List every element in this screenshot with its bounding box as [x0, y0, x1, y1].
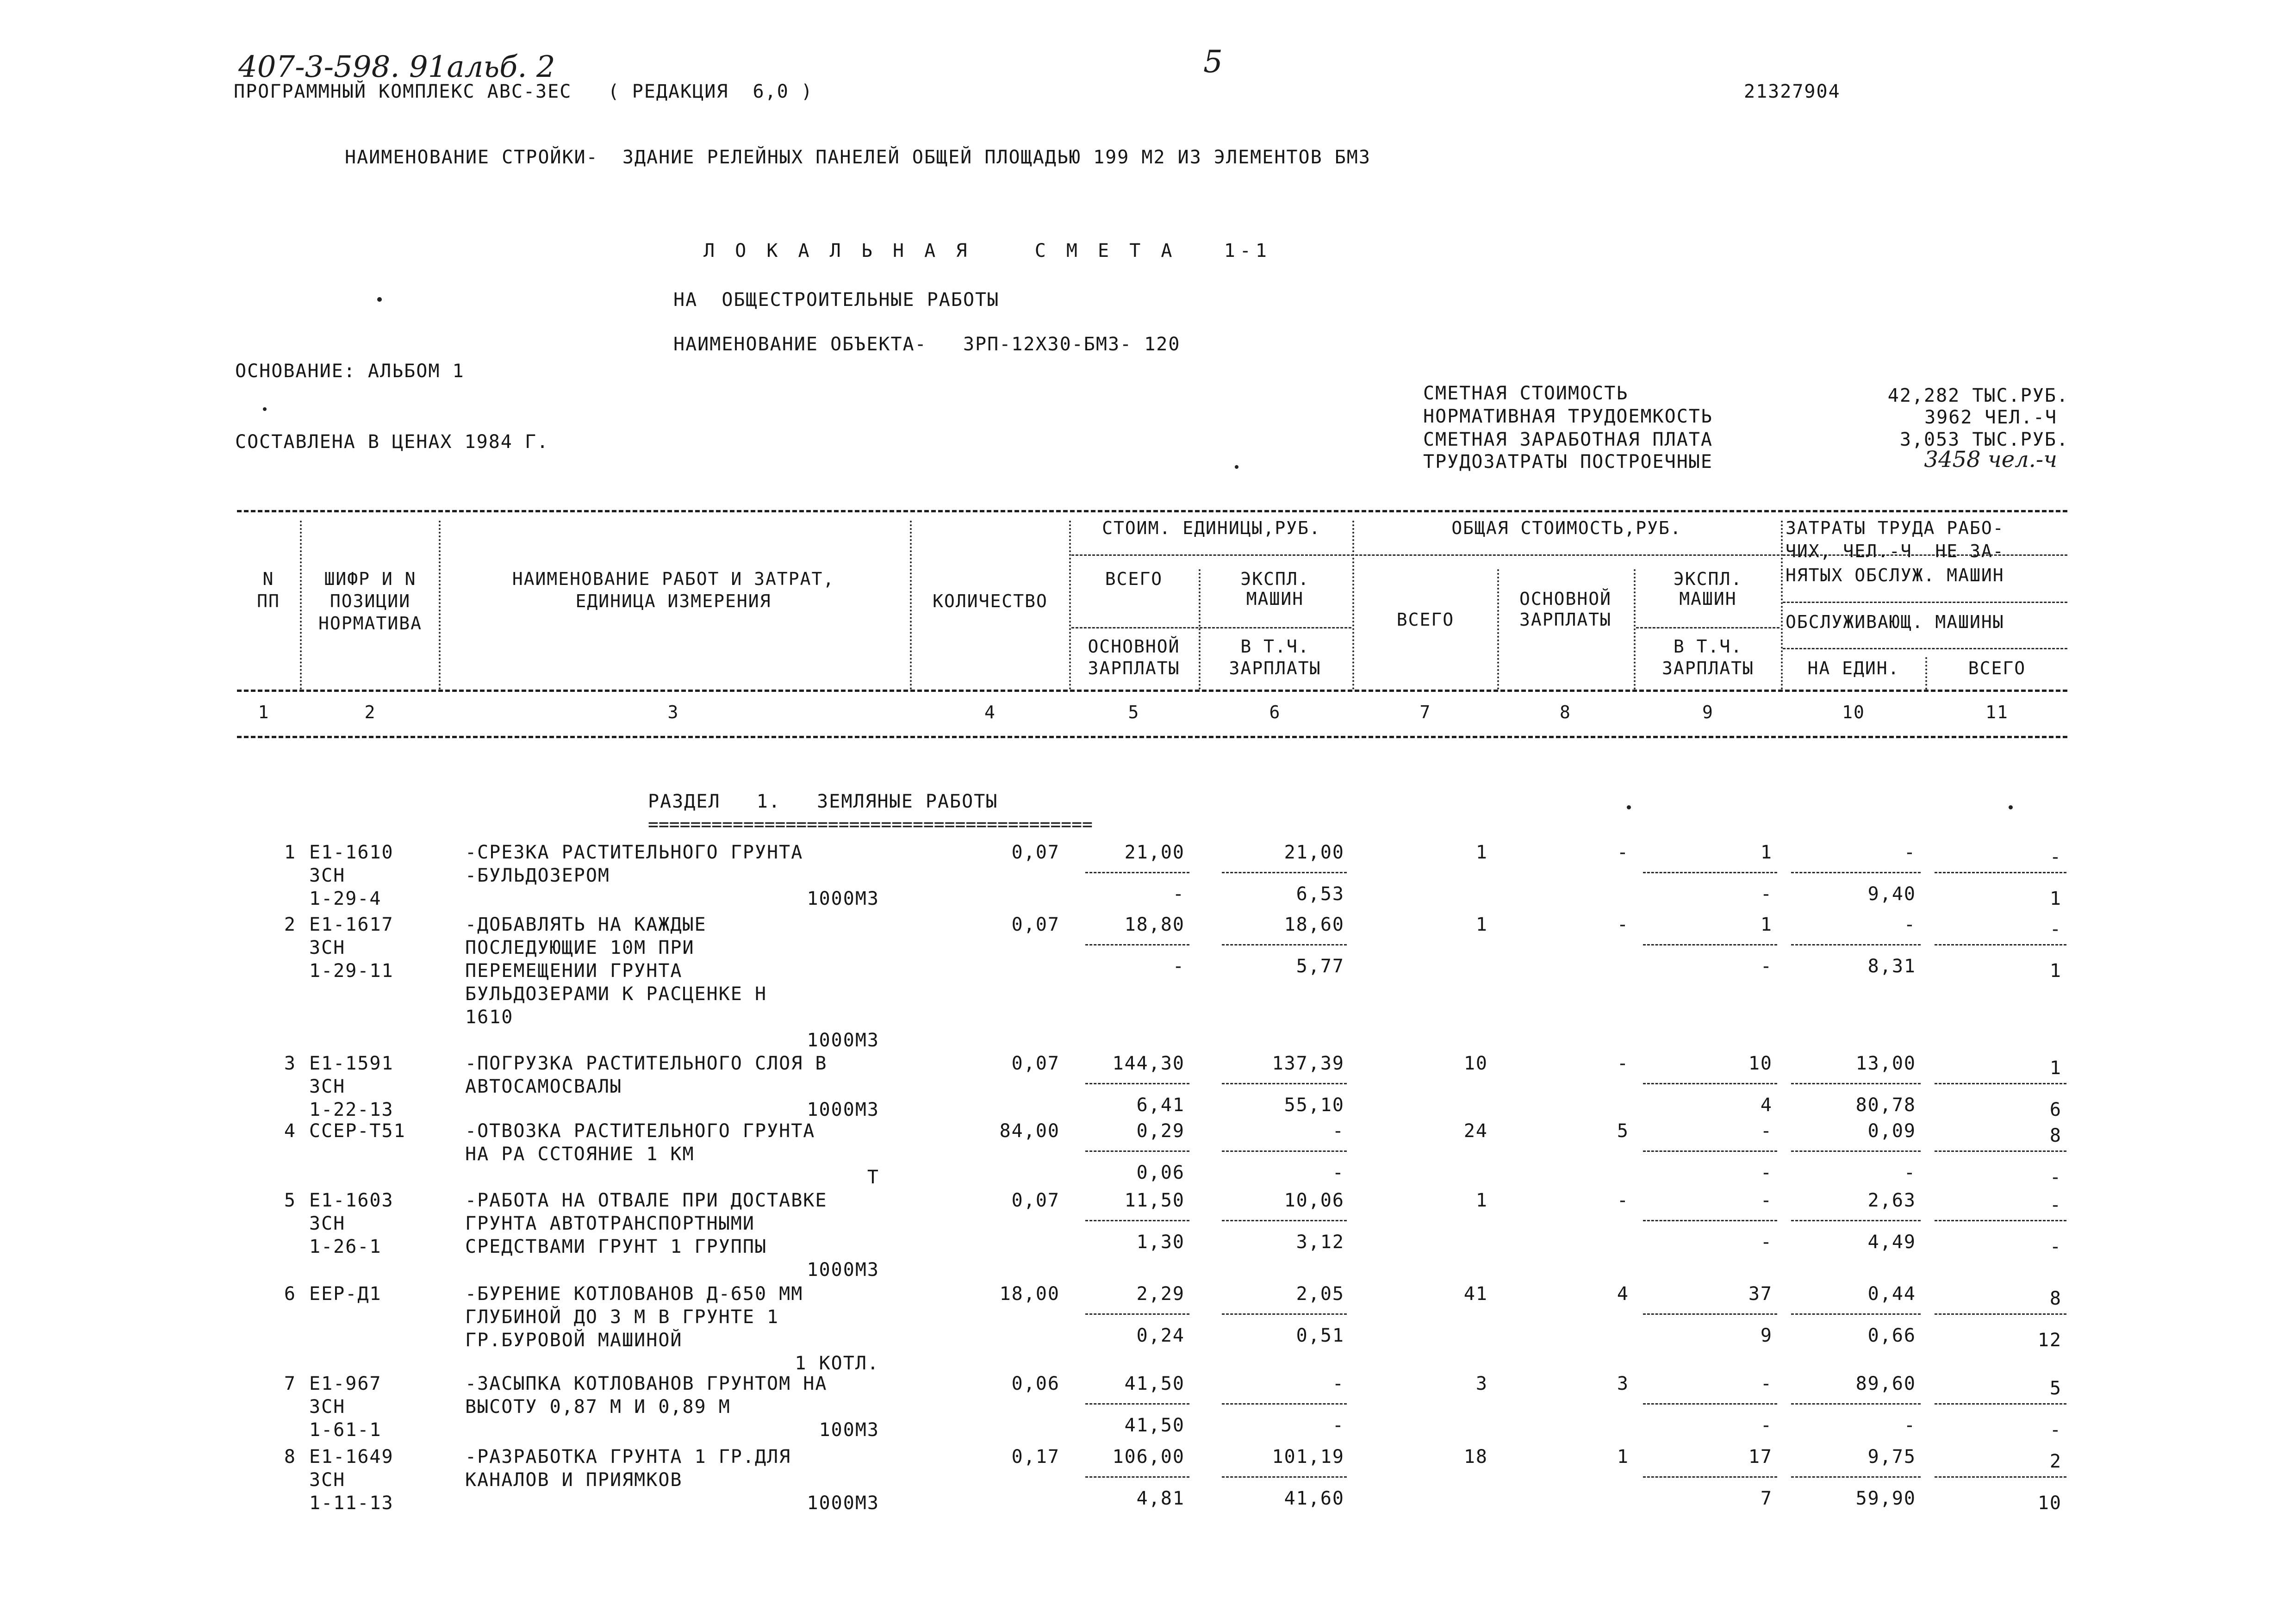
- header-labor-line2: ЧИХ, ЧЕЛ.-Ч НЕ ЗА-: [1786, 541, 2004, 561]
- row-machine-labor-per-unit: -: [1904, 1415, 1916, 1436]
- row-total-wages: -: [1617, 1053, 1629, 1074]
- summary-value: 42,282 ТЫС.РУБ.: [1887, 385, 2069, 406]
- row-labor-total: 8: [2049, 1288, 2062, 1309]
- row-labor-total: 1: [2049, 1057, 2062, 1079]
- row-total-wages: 4: [1617, 1283, 1629, 1305]
- row-unit-wages: 6,41: [1136, 1094, 1185, 1116]
- header-col5-bottom-line2: ЗАРПЛАТЫ: [1088, 658, 1180, 678]
- cell-divider-rule: [1935, 1083, 2066, 1084]
- row-total-machines: -: [1760, 1120, 1773, 1142]
- row-work-name: АВТОСАМОСВАЛЫ: [465, 1076, 622, 1097]
- row-labor-total: 2: [2049, 1451, 2062, 1472]
- summary-label: СМЕТНАЯ ЗАРАБОТНАЯ ПЛАТА: [1423, 429, 1713, 450]
- row-unit-cost-machines: 137,39: [1272, 1053, 1344, 1074]
- row-unit: 1000М3: [807, 1492, 879, 1514]
- row-number: 6: [284, 1283, 296, 1305]
- row-work-name: -ДОБАВЛЯТЬ НА КАЖДЫЕ: [465, 914, 707, 935]
- row-work-name: ПЕРЕМЕЩЕНИИ ГРУНТА: [465, 960, 683, 982]
- row-code: Е1-1617: [309, 914, 394, 935]
- row-machine-labor-total: -: [2049, 1419, 2062, 1441]
- row-total-machine-wages: -: [1760, 1415, 1773, 1436]
- row-unit-machine-wages: 55,10: [1284, 1094, 1344, 1116]
- program-line: ПРОГРАММНЫЙ КОМПЛЕКС АВС-3ЕС ( РЕДАКЦИЯ 6,0 ): [234, 81, 813, 102]
- row-code: 1-11-13: [309, 1492, 394, 1514]
- column-number: 3: [667, 702, 679, 722]
- row-total-wages: 3: [1617, 1373, 1629, 1394]
- row-unit-wages: 41,50: [1124, 1415, 1185, 1436]
- row-quantity: 0,07: [1011, 1053, 1060, 1074]
- object-name: НАИМЕНОВАНИЕ ОБЪЕКТА- ЗРП-12Х30-БМЗ- 120: [673, 334, 1181, 355]
- row-unit: 1 КОТЛ.: [795, 1353, 879, 1374]
- cell-divider-rule: [1085, 1220, 1189, 1221]
- row-quantity: 0,07: [1011, 842, 1060, 863]
- header-col5-bottom-line1: ОСНОВНОЙ: [1088, 636, 1180, 657]
- prices-line: СОСТАВЛЕНА В ЦЕНАХ 1984 Г.: [235, 431, 549, 453]
- row-machine-labor-total: -: [2049, 1167, 2062, 1188]
- row-work-name: -РАБОТА НА ОТВАЛЕ ПРИ ДОСТАВКЕ: [465, 1190, 828, 1211]
- row-code: ССЕР-Т51: [309, 1120, 406, 1142]
- cell-divider-rule: [1643, 1150, 1777, 1152]
- cell-divider-rule: [1085, 1150, 1189, 1152]
- row-total-machine-wages: 4: [1760, 1094, 1773, 1116]
- cell-divider-rule: [1935, 1403, 2066, 1405]
- row-total-machine-wages: -: [1760, 1162, 1773, 1183]
- header-col9-top-line1: ЭКСПЛ.: [1673, 569, 1743, 589]
- row-total-machine-wages: -: [1760, 1231, 1773, 1253]
- row-work-name: -ОТВОЗКА РАСТИТЕЛЬНОГО ГРУНТА: [465, 1120, 815, 1142]
- cell-divider-rule: [1791, 1083, 1921, 1084]
- row-total-wages: 1: [1617, 1446, 1629, 1468]
- column-number: 6: [1269, 702, 1281, 722]
- row-work-name: -ЗАСЫПКА КОТЛОВАНОВ ГРУНТОМ НА: [465, 1373, 828, 1394]
- row-unit-cost-machines: 10,06: [1284, 1190, 1344, 1211]
- row-unit: 1000М3: [807, 1030, 879, 1051]
- row-total-machines: 17: [1748, 1446, 1773, 1468]
- row-unit-machine-wages: 6,53: [1296, 883, 1344, 905]
- row-labor-total: -: [2049, 1194, 2062, 1216]
- row-total-machines: -: [1760, 1190, 1773, 1211]
- summary-label: ТРУДОЗАТРАТЫ ПОСТРОЕЧНЫЕ: [1423, 451, 1713, 473]
- row-quantity: 0,07: [1011, 1190, 1060, 1211]
- row-total-machine-wages: -: [1760, 956, 1773, 977]
- summary-label: НОРМАТИВНАЯ ТРУДОЕМКОСТЬ: [1423, 406, 1713, 427]
- basis-line: ОСНОВАНИЕ: АЛЬБОМ 1: [235, 361, 465, 382]
- row-number: 3: [284, 1053, 296, 1074]
- row-total-cost: 41: [1463, 1283, 1488, 1305]
- row-work-name: ПОСЛЕДУЮЩИЕ 10М ПРИ: [465, 937, 695, 958]
- column-number: 2: [364, 702, 376, 722]
- row-total-cost: 1: [1475, 1190, 1488, 1211]
- row-quantity: 0,17: [1011, 1446, 1060, 1468]
- row-code: Е1-967: [309, 1373, 382, 1394]
- row-number: 5: [284, 1190, 296, 1211]
- cell-divider-rule: [1935, 1476, 2066, 1478]
- row-code: Е1-1649: [309, 1446, 394, 1468]
- header-col4: КОЛИЧЕСТВО: [933, 591, 1048, 611]
- column-number: 7: [1419, 702, 1431, 722]
- row-unit-cost-total: 41,50: [1124, 1373, 1185, 1394]
- row-code: 1-29-11: [309, 960, 394, 982]
- row-labor-total: 8: [2049, 1125, 2062, 1146]
- row-code: Е1-1591: [309, 1053, 394, 1074]
- header-col3-line2: ЕДИНИЦА ИЗМЕРЕНИЯ: [575, 591, 772, 611]
- cell-divider-rule: [1643, 1220, 1777, 1221]
- row-unit-wages: -: [1172, 956, 1185, 977]
- cell-divider-rule: [1222, 944, 1347, 945]
- cell-divider-rule: [1643, 1476, 1777, 1478]
- row-unit-cost-machines: -: [1332, 1120, 1344, 1142]
- header-col2-line1: ШИФР И N: [324, 569, 417, 589]
- row-labor-per-unit: 0,44: [1867, 1283, 1916, 1305]
- row-total-machine-wages: 7: [1760, 1488, 1773, 1509]
- cell-divider-rule: [1222, 1313, 1347, 1315]
- construction-name: НАИМЕНОВАНИЕ СТРОЙКИ- ЗДАНИЕ РЕЛЕЙНЫХ ПАНЕЛЕЙ ОБЩЕЙ ПЛОЩАДЬЮ 199 М2 ИЗ ЭЛЕМЕНТОВ БМЗ: [345, 147, 1371, 168]
- cell-divider-rule: [1935, 1150, 2066, 1152]
- row-labor-per-unit: 9,75: [1867, 1446, 1916, 1468]
- header-unit-cost: СТОИМ. ЕДИНИЦЫ,РУБ.: [1102, 518, 1321, 538]
- row-total-cost: 24: [1463, 1120, 1488, 1142]
- summary-value: 3458 чел.-ч: [1924, 447, 2057, 473]
- cell-divider-rule: [1791, 1476, 1921, 1478]
- row-unit-cost-machines: 101,19: [1272, 1446, 1344, 1468]
- cell-divider-rule: [1791, 944, 1921, 945]
- cell-divider-rule: [1791, 1150, 1921, 1152]
- row-work-name: ГРУНТА АВТОТРАНСПОРТНЫМИ: [465, 1213, 755, 1234]
- row-quantity: 0,07: [1011, 914, 1060, 935]
- row-labor-total: 5: [2049, 1378, 2062, 1399]
- row-number: 1: [284, 842, 296, 863]
- header-labor-line1: ЗАТРАТЫ ТРУДА РАБО-: [1786, 518, 2004, 538]
- cell-divider-rule: [1791, 872, 1921, 873]
- column-number: 9: [1702, 702, 1714, 722]
- row-unit-wages: 4,81: [1136, 1488, 1185, 1509]
- row-code: 1-22-13: [309, 1099, 394, 1120]
- row-code: 1-26-1: [309, 1236, 382, 1257]
- row-labor-per-unit: 13,00: [1855, 1053, 1916, 1074]
- row-unit-cost-machines: -: [1332, 1373, 1344, 1394]
- row-unit-machine-wages: 41,60: [1284, 1488, 1344, 1509]
- row-unit-cost-machines: 2,05: [1296, 1283, 1344, 1305]
- row-unit-cost-total: 106,00: [1112, 1446, 1185, 1468]
- summary-value: 3,053 ТЫС.РУБ.: [1899, 429, 2069, 450]
- handwritten-album-code: 407-3-598. 91альб. 2: [238, 50, 555, 84]
- cell-divider-rule: [1791, 1220, 1921, 1221]
- row-work-name: -СРЕЗКА РАСТИТЕЛЬНОГО ГРУНТА: [465, 842, 803, 863]
- row-machine-labor-total: 10: [2037, 1492, 2062, 1514]
- row-machine-labor-per-unit: 8,31: [1867, 956, 1916, 977]
- cell-divider-rule: [1085, 1476, 1189, 1478]
- column-number: 1: [258, 702, 270, 722]
- row-work-name: -БУЛЬДОЗЕРОМ: [465, 865, 610, 886]
- section-title: РАЗДЕЛ 1. ЗЕМЛЯНЫЕ РАБОТЫ: [648, 791, 998, 812]
- row-total-wages: -: [1617, 842, 1629, 863]
- row-work-name: -РАЗРАБОТКА ГРУНТА 1 ГР.ДЛЯ: [465, 1446, 791, 1468]
- row-code: ЗСН: [309, 937, 346, 958]
- row-labor-total: -: [2049, 846, 2062, 868]
- cell-divider-rule: [1643, 944, 1777, 945]
- row-unit-cost-total: 11,50: [1124, 1190, 1185, 1211]
- row-machine-labor-per-unit: 59,90: [1855, 1488, 1916, 1509]
- row-unit-wages: 1,30: [1136, 1231, 1185, 1253]
- row-code: Е1-1610: [309, 842, 394, 863]
- column-number: 11: [1985, 702, 2009, 722]
- row-unit-cost-total: 144,30: [1112, 1053, 1185, 1074]
- column-number: 10: [1842, 702, 1865, 722]
- row-total-cost: 1: [1475, 914, 1488, 935]
- header-col7: ВСЕГО: [1396, 609, 1455, 630]
- cell-divider-rule: [1085, 872, 1189, 873]
- row-machine-labor-per-unit: 80,78: [1855, 1094, 1916, 1116]
- row-work-name: НА РА ССТОЯНИЕ 1 КМ: [465, 1144, 695, 1165]
- row-total-cost: 3: [1475, 1373, 1488, 1394]
- row-machine-labor-total: -: [2049, 1236, 2062, 1257]
- row-code: ЗСН: [309, 1396, 346, 1418]
- row-unit: 100М3: [819, 1419, 879, 1441]
- header-col6-bottom-line1: В Т.Ч.: [1240, 636, 1310, 657]
- row-number: 2: [284, 914, 296, 935]
- row-unit-wages: 0,06: [1136, 1162, 1185, 1183]
- row-machine-labor-per-unit: 0,66: [1867, 1325, 1916, 1346]
- row-labor-per-unit: 89,60: [1855, 1373, 1916, 1394]
- cell-divider-rule: [1222, 1220, 1347, 1221]
- row-labor-per-unit: -: [1904, 842, 1916, 863]
- cell-divider-rule: [1085, 1313, 1189, 1315]
- header-col6-top-line2: МАШИН: [1246, 589, 1304, 609]
- row-total-machines: 37: [1748, 1283, 1773, 1305]
- header-col8-line2: ЗАРПЛАТЫ: [1519, 609, 1612, 630]
- cell-divider-rule: [1935, 872, 2066, 873]
- row-total-cost: 18: [1463, 1446, 1488, 1468]
- cell-divider-rule: [1935, 944, 2066, 945]
- section-underline: ==========================================: [648, 814, 1093, 834]
- row-number: 7: [284, 1373, 296, 1394]
- row-code: ЗСН: [309, 1469, 346, 1491]
- cell-divider-rule: [1222, 1150, 1347, 1152]
- summary-value: 3962 ЧЕЛ.-Ч: [1924, 407, 2057, 428]
- header-col8-line1: ОСНОВНОЙ: [1519, 589, 1612, 609]
- row-machine-labor-total: 1: [2049, 960, 2062, 982]
- row-total-machines: 1: [1760, 842, 1773, 863]
- row-work-name: 1610: [465, 1007, 514, 1028]
- row-work-name: ГР.БУРОВОЙ МАШИНОЙ: [465, 1330, 683, 1351]
- row-unit-wages: -: [1172, 883, 1185, 905]
- row-quantity: 84,00: [999, 1120, 1060, 1142]
- row-labor-per-unit: 0,09: [1867, 1120, 1916, 1142]
- cell-divider-rule: [1643, 1083, 1777, 1084]
- row-unit-machine-wages: 0,51: [1296, 1325, 1344, 1346]
- estimate-title: Л О К А Л Ь Н А Я С М Е Т А 1-1: [703, 240, 1271, 261]
- row-total-machine-wages: 9: [1760, 1325, 1773, 1346]
- header-labor-sub: ОБСЛУЖИВАЮЩ. МАШИНЫ: [1786, 612, 2004, 632]
- header-col1-line1: N: [262, 569, 274, 589]
- handwritten-page-number: 5: [1203, 44, 1223, 80]
- row-work-name: СРЕДСТВАМИ ГРУНТ 1 ГРУППЫ: [465, 1236, 767, 1257]
- row-code: ЕЕР-Д1: [309, 1283, 382, 1305]
- header-col2-line3: НОРМАТИВА: [318, 613, 422, 634]
- header-col9-top-line2: МАШИН: [1679, 589, 1737, 609]
- document-number: 21327904: [1744, 81, 1841, 102]
- row-number: 4: [284, 1120, 296, 1142]
- row-work-name: КАНАЛОВ И ПРИЯМКОВ: [465, 1469, 683, 1491]
- row-total-cost: 10: [1463, 1053, 1488, 1074]
- row-work-name: ВЫСОТУ 0,87 М И 0,89 М: [465, 1396, 731, 1418]
- row-unit-cost-total: 21,00: [1124, 842, 1185, 863]
- cell-divider-rule: [1791, 1313, 1921, 1315]
- header-col1-line2: ПП: [257, 591, 280, 611]
- row-total-wages: 5: [1617, 1120, 1629, 1142]
- header-col11: ВСЕГО: [1968, 658, 2026, 678]
- column-number: 8: [1560, 702, 1571, 722]
- row-total-cost: 1: [1475, 842, 1488, 863]
- cell-divider-rule: [1085, 1403, 1189, 1405]
- row-quantity: 0,06: [1011, 1373, 1060, 1394]
- row-total-machines: 10: [1748, 1053, 1773, 1074]
- row-unit: 1000М3: [807, 1099, 879, 1120]
- row-work-name: -БУРЕНИЕ КОТЛОВАНОВ Д-650 ММ: [465, 1283, 803, 1305]
- row-unit: 1000М3: [807, 888, 879, 909]
- row-work-name: БУЛЬДОЗЕРАМИ К РАСЦЕНКЕ Н: [465, 983, 767, 1005]
- row-machine-labor-per-unit: 9,40: [1867, 883, 1916, 905]
- cell-divider-rule: [1222, 1403, 1347, 1405]
- cell-divider-rule: [1222, 1476, 1347, 1478]
- row-unit-machine-wages: 5,77: [1296, 956, 1344, 977]
- cell-divider-rule: [1222, 872, 1347, 873]
- row-code: ЗСН: [309, 865, 346, 886]
- row-total-machines: -: [1760, 1373, 1773, 1394]
- row-number: 8: [284, 1446, 296, 1468]
- header-labor-line3: НЯТЫХ ОБСЛУЖ. МАШИН: [1786, 565, 2004, 585]
- row-work-name: ГЛУБИНОЙ ДО 3 М В ГРУНТЕ 1: [465, 1306, 779, 1328]
- row-work-name: -ПОГРУЗКА РАСТИТЕЛЬНОГО СЛОЯ В: [465, 1053, 828, 1074]
- row-unit-cost-total: 2,29: [1136, 1283, 1185, 1305]
- row-total-wages: -: [1617, 1190, 1629, 1211]
- row-machine-labor-per-unit: 4,49: [1867, 1231, 1916, 1253]
- column-number: 5: [1128, 702, 1140, 722]
- row-code: 1-29-4: [309, 888, 382, 909]
- row-unit-cost-machines: 21,00: [1284, 842, 1344, 863]
- cell-divider-rule: [1643, 1313, 1777, 1315]
- cell-divider-rule: [1643, 872, 1777, 873]
- row-code: ЗСН: [309, 1076, 346, 1097]
- row-unit: Т: [867, 1167, 879, 1188]
- header-total-cost: ОБЩАЯ СТОИМОСТЬ,РУБ.: [1451, 518, 1682, 538]
- row-unit-wages: 0,24: [1136, 1325, 1185, 1346]
- row-machine-labor-total: 6: [2049, 1099, 2062, 1120]
- row-unit-machine-wages: -: [1332, 1415, 1344, 1436]
- header-col6-bottom-line2: ЗАРПЛАТЫ: [1229, 658, 1321, 678]
- row-unit-cost-total: 0,29: [1136, 1120, 1185, 1142]
- row-machine-labor-total: 1: [2049, 888, 2062, 909]
- row-machine-labor-total: 12: [2037, 1330, 2062, 1351]
- row-labor-per-unit: 2,63: [1867, 1190, 1916, 1211]
- cell-divider-rule: [1935, 1313, 2066, 1315]
- cell-divider-rule: [1791, 1403, 1921, 1405]
- row-code: Е1-1603: [309, 1190, 394, 1211]
- cell-divider-rule: [1935, 1220, 2066, 1221]
- row-unit: 1000М3: [807, 1259, 879, 1281]
- header-col9-bottom-line1: В Т.Ч.: [1673, 636, 1743, 657]
- estimate-subtitle: НА ОБЩЕСТРОИТЕЛЬНЫЕ РАБОТЫ: [673, 289, 1000, 311]
- header-col6-top-line1: ЭКСПЛ.: [1240, 569, 1310, 589]
- header-col5-top: ВСЕГО: [1105, 569, 1163, 589]
- row-machine-labor-per-unit: -: [1904, 1162, 1916, 1183]
- row-total-machines: 1: [1760, 914, 1773, 935]
- column-number: 4: [984, 702, 996, 722]
- row-labor-total: -: [2049, 919, 2062, 940]
- row-code: 1-61-1: [309, 1419, 382, 1441]
- header-col2-line2: ПОЗИЦИИ: [330, 591, 411, 611]
- row-unit-cost-machines: 18,60: [1284, 914, 1344, 935]
- row-total-machine-wages: -: [1760, 883, 1773, 905]
- row-labor-per-unit: -: [1904, 914, 1916, 935]
- header-col9-bottom-line2: ЗАРПЛАТЫ: [1661, 658, 1755, 678]
- cell-divider-rule: [1085, 944, 1189, 945]
- row-unit-machine-wages: 3,12: [1296, 1231, 1344, 1253]
- cell-divider-rule: [1085, 1083, 1189, 1084]
- row-unit-machine-wages: -: [1332, 1162, 1344, 1183]
- header-col3-line1: НАИМЕНОВАНИЕ РАБОТ И ЗАТРАТ,: [512, 569, 835, 589]
- cell-divider-rule: [1643, 1403, 1777, 1405]
- header-col10: НА ЕДИН.: [1807, 658, 1900, 678]
- cell-divider-rule: [1222, 1083, 1347, 1084]
- row-quantity: 18,00: [999, 1283, 1060, 1305]
- row-unit-cost-total: 18,80: [1124, 914, 1185, 935]
- row-total-wages: -: [1617, 914, 1629, 935]
- summary-label: СМЕТНАЯ СТОИМОСТЬ: [1423, 383, 1629, 404]
- row-code: ЗСН: [309, 1213, 346, 1234]
